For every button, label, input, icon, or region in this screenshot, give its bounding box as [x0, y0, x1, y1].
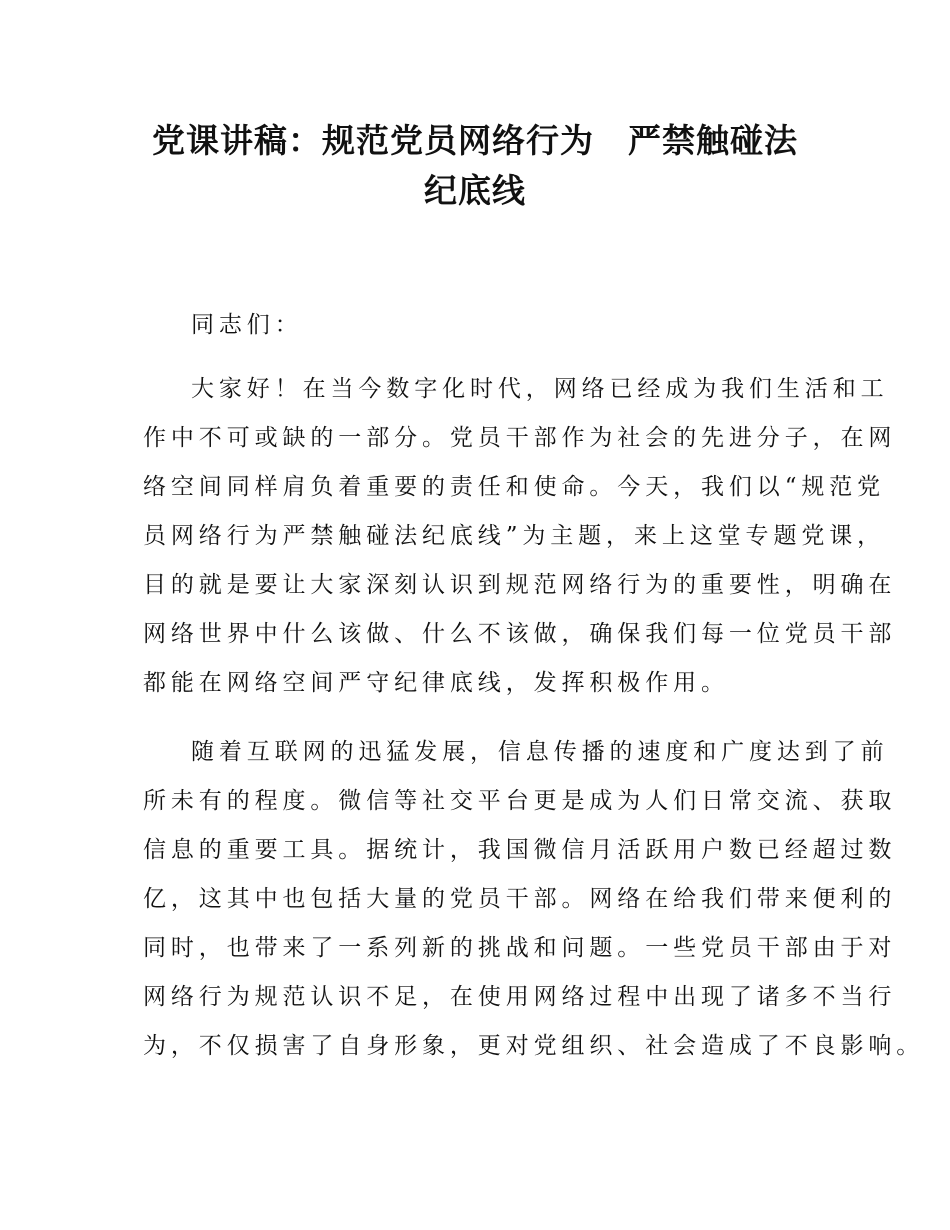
paragraph-line: 同时，也带来了一系列新的挑战和问题。一些党员干部由于对: [143, 935, 897, 961]
paragraph-line: 都能在网络空间严守纪律底线，发挥积极作用。: [143, 670, 729, 696]
paragraph-line: 为，不仅损害了自身形象，更对党组织、社会造成了不良影响。: [143, 1033, 925, 1059]
paragraph-line: 网络世界中什么该做、什么不该做，确保我们每一位党员干部: [143, 621, 897, 647]
document-title-line-1: 党课讲稿：规范党员网络行为 严禁触碰法: [152, 121, 798, 160]
paragraph-line: 所未有的程度。微信等社交平台更是成为人们日常交流、获取: [143, 788, 897, 814]
salutation: 同志们：: [191, 312, 303, 338]
paragraph-line: 目的就是要让大家深刻认识到规范网络行为的重要性，明确在: [143, 572, 897, 598]
paragraph-line: 员网络行为严禁触碰法纪底线”为主题，来上这堂专题党课，: [143, 523, 886, 549]
paragraph-line: 信息的重要工具。据统计，我国微信月活跃用户数已经超过数: [143, 837, 897, 863]
paragraph-line: 随着互联网的迅猛发展，信息传播的速度和广度达到了前: [191, 739, 889, 765]
paragraph-line: 亿，这其中也包括大量的党员干部。网络在给我们带来便利的: [143, 886, 897, 912]
paragraph-line: 网络行为规范认识不足，在使用网络过程中出现了诸多不当行: [143, 984, 897, 1010]
document-title-line-2: 纪底线: [424, 171, 526, 210]
paragraph-line: 大家好！在当今数字化时代，网络已经成为我们生活和工: [191, 376, 889, 402]
paragraph-line: 作中不可或缺的一部分。党员干部作为社会的先进分子，在网: [143, 425, 897, 451]
paragraph-line: 络空间同样肩负着重要的责任和使命。今天，我们以“规范党: [143, 474, 886, 500]
